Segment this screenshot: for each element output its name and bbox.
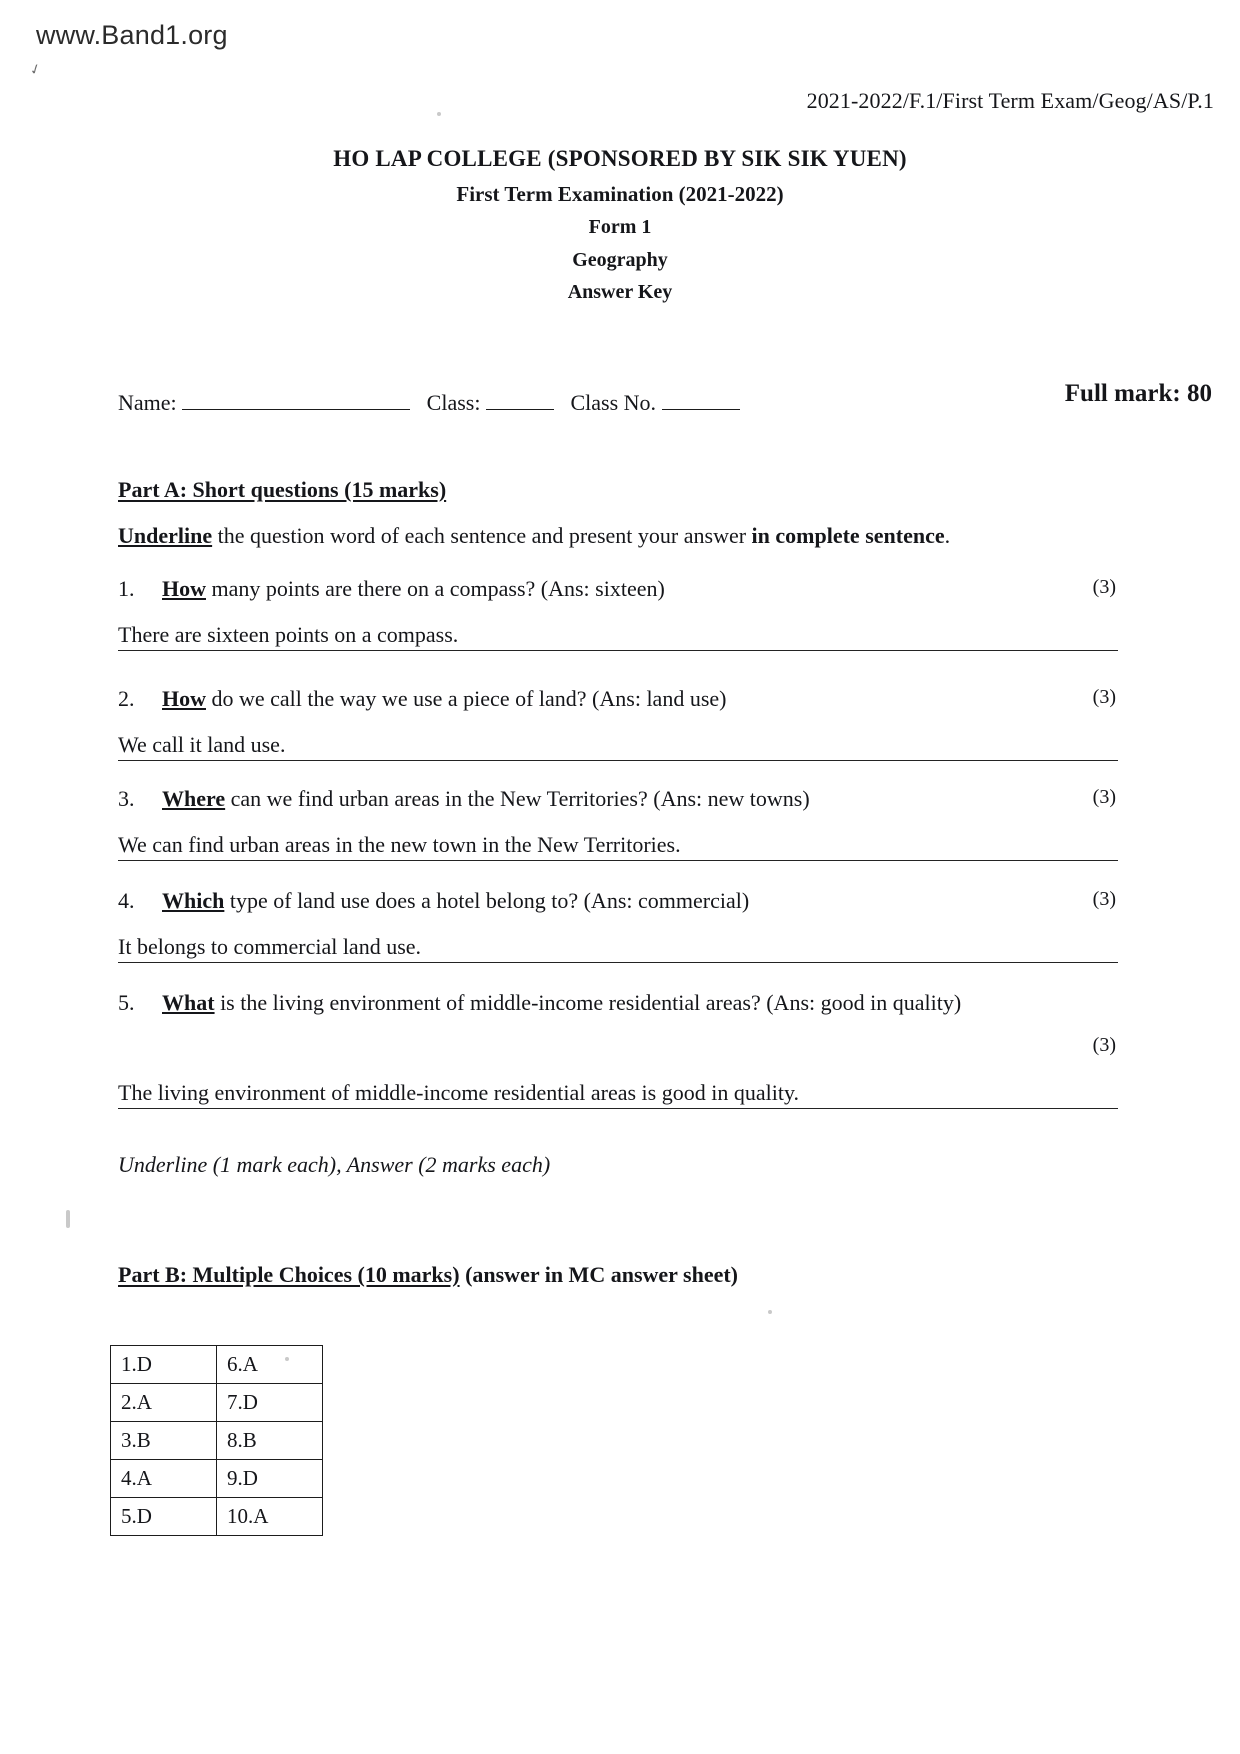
question-3-number: 3. <box>118 786 135 811</box>
table-row <box>111 1422 323 1460</box>
question-4-rest: type of land use does a hotel belong to? (Ans: commercial) <box>224 888 750 913</box>
question-2-rest: do we call the way we use a piece of land? (Ans: land use) <box>206 686 727 711</box>
question-5-line <box>118 990 1126 1016</box>
marking-note: Underline (1 mark each), Answer (2 marks each) <box>118 1152 551 1177</box>
question-5-number: 5. <box>118 990 135 1015</box>
mc-cell: 3.B <box>111 1422 217 1460</box>
question-5-qword: What <box>162 990 215 1015</box>
scan-speck <box>768 1310 772 1314</box>
class-field[interactable] <box>486 391 554 410</box>
mc-answer-table <box>110 1345 323 1536</box>
table-row <box>111 1346 323 1384</box>
question-3-answer: We can find urban areas in the new town in the New Territories. <box>118 832 1118 861</box>
question-4-answer: It belongs to commercial land use. <box>118 934 1118 963</box>
question-2-answer: We call it land use. <box>118 732 1118 761</box>
question-2-number: 2. <box>118 686 135 711</box>
question-4-qword: Which <box>162 888 225 913</box>
mc-cell: 9.D <box>217 1460 323 1498</box>
school-name: HO LAP COLLEGE (SPONSORED BY SIK SIK YUEN) <box>333 146 907 171</box>
question-3-rest: can we find urban areas in the New Territories? (Ans: new towns) <box>225 786 810 811</box>
form-level: Form 1 <box>588 216 652 239</box>
class-no-label: Class No. <box>570 390 657 415</box>
question-4-number: 4. <box>118 888 135 913</box>
question-1-number: 1. <box>118 576 135 601</box>
exam-code-header: 2021-2022/F.1/First Term Exam/Geog/AS/P.1 <box>806 88 1214 113</box>
pen-mark-icon: ✓ <box>27 61 44 80</box>
part-b-heading-underlined: Part B: Multiple Choices (10 marks) <box>118 1262 460 1287</box>
question-3-marks: (3) <box>1092 786 1116 808</box>
question-1-qword: How <box>162 576 206 601</box>
question-3-qword: Where <box>162 786 226 811</box>
candidate-info-row <box>118 390 1128 416</box>
question-4-line <box>118 888 1126 914</box>
question-5-text <box>162 990 1126 1016</box>
question-1-rest: many points are there on a compass? (Ans: sixteen) <box>206 576 665 601</box>
question-1-line <box>118 576 1126 602</box>
question-3-text <box>162 786 1126 812</box>
question-3-line <box>118 786 1126 812</box>
part-b-heading-rest: (answer in MC answer sheet) <box>459 1262 738 1287</box>
class-label: Class: <box>426 390 481 415</box>
instruction-underline-word: Underline <box>118 523 213 548</box>
question-1-answer: There are sixteen points on a compass. <box>118 622 1118 651</box>
question-5 <box>118 990 1126 1109</box>
mc-cell: 1.D <box>111 1346 217 1384</box>
part-b-heading <box>118 1262 738 1288</box>
mc-cell: 2.A <box>111 1384 217 1422</box>
mc-cell: 10.A <box>217 1498 323 1536</box>
question-2-marks: (3) <box>1092 686 1116 708</box>
instruction-mid-text: the question word of each sentence and present your answer <box>212 523 752 548</box>
question-2-qword: How <box>162 686 206 711</box>
mc-cell: 5.D <box>111 1498 217 1536</box>
mc-cell: 6.A <box>217 1346 323 1384</box>
question-2-text <box>162 686 1126 712</box>
mc-cell: 8.B <box>217 1422 323 1460</box>
full-mark-label: Full mark: 80 <box>1064 380 1212 407</box>
class-no-field[interactable] <box>662 391 740 410</box>
instruction-bold-text: in complete sentence <box>751 523 945 548</box>
title-block <box>0 140 1240 308</box>
question-2 <box>118 686 1126 761</box>
instruction-end-text: . <box>944 523 951 548</box>
scan-speck <box>66 1210 70 1228</box>
question-4-text <box>162 888 1126 914</box>
part-a-instruction <box>118 523 1118 549</box>
scan-speck <box>285 1357 289 1361</box>
question-4 <box>118 888 1126 963</box>
watermark-text: www.Band1.org <box>36 20 228 50</box>
table-row <box>111 1498 323 1536</box>
name-label: Name: <box>118 390 177 415</box>
question-5-rest: is the living environment of middle-income residential areas? (Ans: good in quality) <box>214 990 962 1015</box>
question-4-marks: (3) <box>1092 888 1116 910</box>
question-1 <box>118 576 1126 651</box>
table-row <box>111 1384 323 1422</box>
table-row <box>111 1460 323 1498</box>
name-field[interactable] <box>182 391 410 410</box>
question-1-marks: (3) <box>1092 576 1116 598</box>
mc-cell: 4.A <box>111 1460 217 1498</box>
subject-name: Geography <box>572 248 668 271</box>
question-1-text <box>162 576 1126 602</box>
scan-speck <box>437 112 441 116</box>
mc-cell: 7.D <box>217 1384 323 1422</box>
document-type: Answer Key <box>567 281 673 304</box>
question-5-answer: The living environment of middle-income residential areas is good in quality. <box>118 1080 1118 1109</box>
question-5-marks-row <box>118 1016 1126 1062</box>
question-2-line <box>118 686 1126 712</box>
part-a-heading: Part A: Short questions (15 marks) <box>118 477 447 502</box>
question-3 <box>118 786 1126 861</box>
question-5-marks: (3) <box>1092 1034 1116 1056</box>
exam-name: First Term Examination (2021-2022) <box>456 182 784 207</box>
